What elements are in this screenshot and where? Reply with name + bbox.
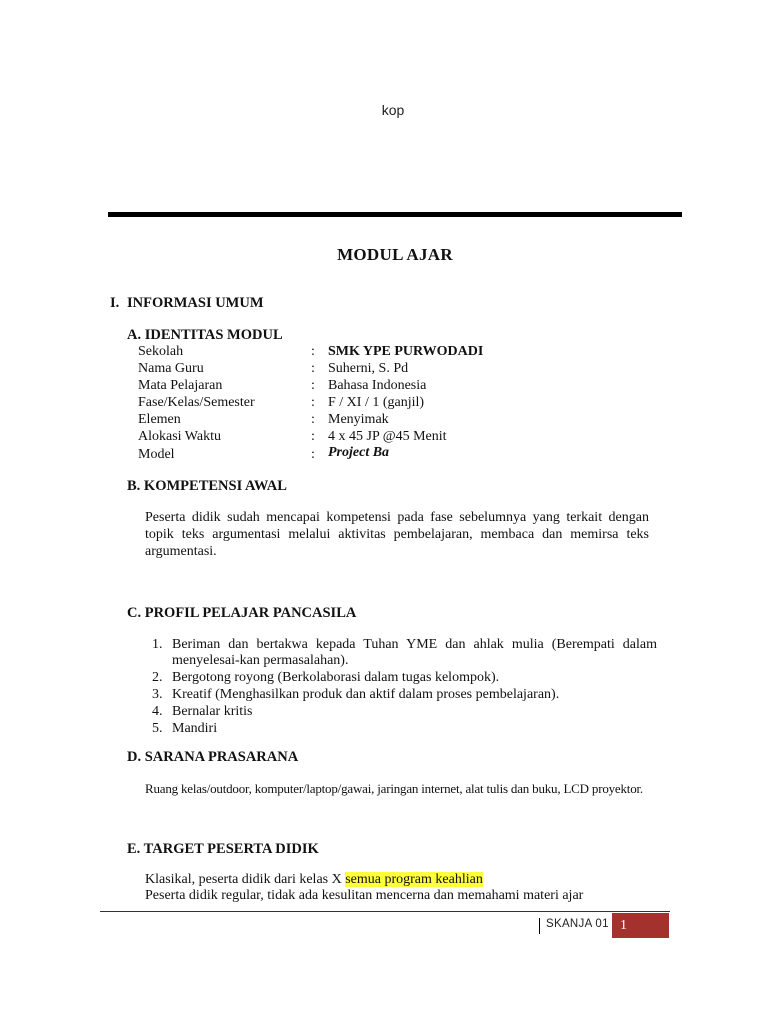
identity-value: Project Ba xyxy=(328,445,390,460)
identity-value: SMK YPE PURWODADI xyxy=(328,344,484,359)
letterhead-placeholder: kop xyxy=(381,102,405,118)
identity-colon: : xyxy=(311,378,315,393)
identity-label: Fase/Kelas/Semester xyxy=(138,395,255,410)
sarana-prasarana-text: Ruang kelas/outdoor, komputer/laptop/gawai, jaringan internet, alat tulis dan buku, LCD proyektor. xyxy=(145,781,643,796)
list-text: Mandiri xyxy=(172,721,218,736)
sarana-prasarana-heading: D. SARANA PRASARANA xyxy=(127,749,299,765)
identity-label: Sekolah xyxy=(138,344,184,359)
identitas-modul-heading: A. IDENTITAS MODUL xyxy=(127,327,283,343)
identity-label: Mata Pelajaran xyxy=(138,378,223,393)
footer-label: SKANJA 01 xyxy=(546,918,609,930)
identity-value: Suherni, S. Pd xyxy=(328,361,409,376)
list-item xyxy=(150,637,657,669)
list-number: 4. xyxy=(152,704,163,719)
list-number: 3. xyxy=(152,687,163,702)
list-number: 1. xyxy=(152,637,163,652)
list-number: 5. xyxy=(152,721,163,736)
identity-value: Menyimak xyxy=(328,412,389,427)
identity-label: Nama Guru xyxy=(138,361,204,376)
list-text: Beriman dan bertakwa kepada Tuhan YME dan ahlak mulia (Berempati dalam menyelesai-kan permasalahan). xyxy=(172,637,657,668)
list-text: Kreatif (Menghasilkan produk dan aktif dalam proses pembelajaran). xyxy=(172,687,560,702)
identity-value: Bahasa Indonesia xyxy=(328,378,427,393)
identity-label: Elemen xyxy=(138,412,181,427)
target-peserta-heading: E. TARGET PESERTA DIDIK xyxy=(127,841,319,857)
identity-colon: : xyxy=(311,344,315,359)
document-title: MODUL AJAR xyxy=(337,245,453,264)
identity-colon: : xyxy=(311,429,315,444)
list-text: Bernalar kritis xyxy=(172,704,253,719)
page-number: 1 xyxy=(620,918,627,933)
identity-colon: : xyxy=(311,447,315,462)
section-i-heading: INFORMASI UMUM xyxy=(127,295,264,311)
kompetensi-awal-text: Peserta didik sudah mencapai kompetensi pada fase sebelumnya yang terkait dengan topik teks argumentasi melalui aktivitas pembelajaran, membaca dan memirsa teks argumentasi. xyxy=(145,510,649,559)
kompetensi-awal-heading: B. KOMPETENSI AWAL xyxy=(127,478,287,494)
profil-pelajar-heading: C. PROFIL PELAJAR PANCASILA xyxy=(127,605,357,621)
identity-colon: : xyxy=(311,361,315,376)
list-item xyxy=(150,704,657,720)
list-text: Bergotong royong (Berkolaborasi dalam tugas kelompok). xyxy=(172,670,500,685)
list-number: 2. xyxy=(152,670,163,685)
highlighted-text: semua program keahlian xyxy=(345,872,483,887)
target-line-1 xyxy=(145,872,483,888)
footer-divider xyxy=(100,911,670,912)
list-item xyxy=(150,670,657,686)
identity-value: F / XI / 1 (ganjil) xyxy=(328,395,425,410)
identity-label: Alokasi Waktu xyxy=(138,429,221,444)
profil-list xyxy=(150,637,657,738)
target-line-2: Peserta didik regular, tidak ada kesulitan mencerna dan memahami materi ajar xyxy=(145,888,584,903)
identity-colon: : xyxy=(311,395,315,410)
identity-label: Model xyxy=(138,447,175,462)
footer-separator xyxy=(539,918,540,934)
identity-value: 4 x 45 JP @45 Menit xyxy=(328,429,447,444)
target-line-1-text: Klasikal, peserta didik dari kelas X xyxy=(145,872,346,887)
header-divider xyxy=(108,212,682,217)
list-item xyxy=(150,721,657,737)
list-item xyxy=(150,687,657,703)
section-i-numeral: I. xyxy=(110,295,120,311)
identity-colon: : xyxy=(311,412,315,427)
page-number-box xyxy=(612,913,669,938)
